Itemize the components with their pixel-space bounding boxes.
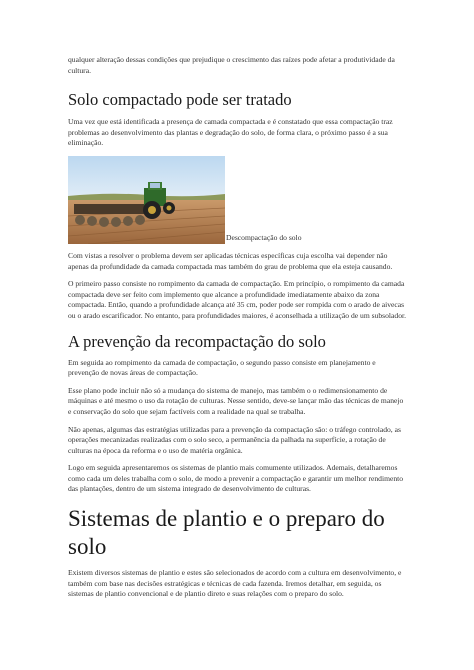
paragraph: Esse plano pode incluir não só a mudança do sistema de manejo, mas também o o redimensionamento de máquinas e até mesmo o uso da rotação de culturas. Nesse sentido, deve-se lançar mão das técnicas de manejo e conservação do solo que sejam factíveis com a realidade na qual se trabalha.	[68, 385, 404, 416]
intro-paragraph: qualquer alteração dessas condições que prejudique o crescimento das raízes pode afetar a produtividade da cultura.	[68, 55, 395, 75]
paragraph: Existem diversos sistemas de plantio e estes são selecionados de acordo com a cultura em desenvolvimento, e também com base nas decisões estratégicas e técnicas de cada fazenda. Iremos detalhar, em seguida, os sistemas de plantio convencional e de plantio direto e suas relações com o preparo do solo.	[68, 568, 402, 599]
section-heading-sistemas-plantio: Sistemas de plantio e o preparo do solo	[68, 506, 385, 560]
tractor-field-photo	[68, 156, 225, 244]
figure	[68, 156, 408, 244]
document-page	[68, 55, 408, 600]
image-caption: Descompactação do solo	[226, 232, 302, 242]
section-heading-prevencao: A prevenção da recompactação do solo	[68, 331, 326, 351]
paragraph: O primeiro passo consiste no rompimento da camada de compactação. Em princípio, o rompimento da camada compactada deve ser feito com implemento que alcance a profundidade imediatamente abaixo da zona compactada. Então, quando a profundidade alcança até 35 cm, poder pode ser rompida com o arado de aivecas ou o arado escarificador. No entanto, para profundidades maiores, é aconselhada a utilização de um subsolador.	[68, 279, 407, 320]
paragraph: Uma vez que está identificada a presença de camada compactada e é constatado que essa compactação traz problemas ao desenvolvimento das plantas e degradação do solo, de forma clara, o próximo passo é a sua eliminação.	[68, 117, 393, 148]
paragraph: Com vistas a resolver o problema devem ser aplicadas técnicas específicas cuja escolha vai depender não apenas da profundidade da camada compactada mas também do grau de problema que ela esteja causando.	[68, 250, 393, 271]
paragraph: Não apenas, algumas das estratégias utilizadas para a prevenção da compactação são: o tráfego controlado, as operações mecanizadas realizadas com o solo seco, a permanência da palhada na superfície, a rotação de culturas na época da reforma e o uso de matéria orgânica.	[68, 424, 401, 455]
paragraph: Em seguida ao rompimento da camada de compactação, o segundo passo consiste em planejamento e prevenção de novas áreas de compactação.	[68, 357, 376, 378]
section-heading-solo-compactado: Solo compactado pode ser tratado	[68, 90, 292, 110]
paragraph: Logo em seguida apresentaremos os sistemas de plantio mais comumente utilizados. Ademais, detalharemos como cada um deles trabalha com o solo, de modo a prevenir a compactação e garantir um melhor rendimento das plantações, dentro de um sistema integrado de desenvolvimento de culturas.	[68, 463, 404, 494]
